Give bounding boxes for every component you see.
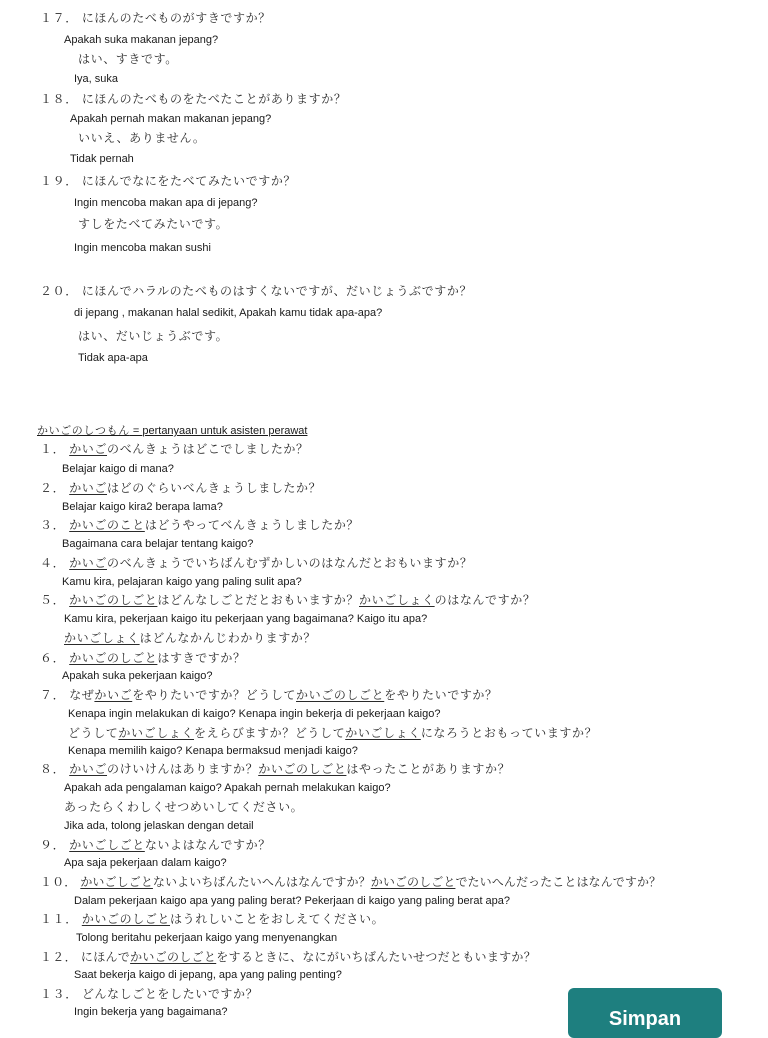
- kaigo-question-4-jp: [40, 556, 472, 570]
- question-text: にほんで: [80, 950, 131, 964]
- answer-18-jp: いいえ、ありません。: [78, 131, 206, 145]
- answer-20-id: Tidak apa-apa: [78, 352, 148, 364]
- question-number: １９．: [40, 174, 78, 188]
- question-number: １０．: [40, 875, 77, 889]
- underlined-term: かいごのしごと: [296, 688, 385, 702]
- question-number: １１．: [40, 912, 78, 926]
- question-text: はどんなかんじわかりますか？: [139, 631, 317, 645]
- underlined-term: かいごしごと: [80, 875, 153, 889]
- question-number: ８．: [40, 762, 66, 776]
- kaigo-question-8-sub-jp: あったらくわしくせつめいしてください。: [64, 800, 304, 814]
- question-19-id: Ingin mencoba makan apa di jepang?: [74, 197, 258, 209]
- question-text: はすきですか？: [157, 651, 246, 665]
- section-title: [37, 424, 307, 438]
- question-text: になろうとおもっていますか？: [420, 726, 598, 740]
- question-text: のべんきょうでいちばんむずかしいのはなんだとおもいますか？: [107, 556, 473, 570]
- kaigo-question-10-jp: [40, 875, 661, 889]
- question-20-id: di jepang , makanan halal sedikit, Apakah kamu tidak apa-apa?: [74, 307, 383, 319]
- underlined-term: かいごのしごと: [81, 912, 171, 926]
- question-number: ６．: [40, 651, 66, 665]
- kaigo-question-13-id: Ingin bekerja yang bagaimana?: [74, 1006, 228, 1018]
- kaigo-question-6-jp: [40, 651, 246, 665]
- kaigo-question-7-sub-jp: [68, 726, 597, 740]
- question-text: はやったことがありますか？: [346, 762, 511, 776]
- underlined-term: かいごのしごと: [69, 593, 158, 607]
- save-button-label: Simpan: [608, 1008, 682, 1030]
- question-text: ないよはなんですか？: [144, 838, 271, 852]
- underlined-term: かいごしょく: [118, 726, 195, 740]
- kaigo-question-9-id: Apa saja pekerjaan dalam kaigo?: [64, 857, 227, 869]
- kaigo-question-3-jp: [40, 518, 359, 532]
- underlined-term: かいごのしごと: [69, 651, 158, 665]
- kaigo-question-1-id: Belajar kaigo di mana?: [62, 463, 174, 475]
- question-text: はどんなしごとだとおもいますか？: [157, 593, 360, 607]
- question-number: １７．: [40, 11, 78, 25]
- question-text: のべんきょうはどこでしましたか？: [107, 442, 309, 456]
- kaigo-question-6-id: Apakah suka pekerjaan kaigo?: [62, 670, 213, 682]
- answer-19-id: Ingin mencoba makan sushi: [74, 242, 211, 254]
- question-19-jp: [40, 174, 296, 188]
- underlined-term: かいごしょく: [359, 593, 435, 607]
- question-text: をやりたいですか？どうして: [132, 688, 297, 702]
- question-text: をするときに、なにがいちばんたいせつだともいますか？: [216, 950, 537, 964]
- question-text: でたいへんだったことはなんですか？: [455, 875, 662, 889]
- question-text: のはなんですか？: [434, 593, 536, 607]
- underlined-term: かいご: [69, 481, 108, 495]
- question-number: ９．: [40, 838, 66, 852]
- question-20-jp: [40, 284, 472, 298]
- kaigo-question-8-jp: [40, 762, 510, 776]
- answer-19-jp: すしをたべてみたいです。: [78, 217, 229, 231]
- kaigo-question-11-id: Tolong beritahu pekerjaan kaigo yang menyenangkan: [76, 932, 338, 944]
- question-number: １８．: [40, 92, 78, 106]
- section-title-id: pertanyaan untuk asisten perawat: [142, 425, 308, 437]
- section-title-sep: =: [129, 425, 143, 437]
- kaigo-question-8-id: Apakah ada pengalaman kaigo? Apakah pernah melakukan kaigo?: [64, 782, 391, 794]
- kaigo-question-8-id-2: Jika ada, tolong jelaskan dengan detail: [64, 820, 254, 832]
- answer-17-id: Iya, suka: [74, 73, 119, 85]
- underlined-term: かいごのしごと: [130, 950, 217, 964]
- answer-18-id: Tidak pernah: [70, 153, 134, 165]
- kaigo-question-5-jp: [40, 593, 535, 607]
- underlined-term: かいごしょく: [345, 726, 421, 740]
- underlined-term: かいご: [69, 762, 108, 776]
- answer-20-jp: はい、だいじょうぶです。: [78, 329, 229, 343]
- save-button[interactable]: [568, 988, 722, 1038]
- question-number: ５．: [40, 593, 66, 607]
- question-text: どんなしごとをしたいですか？: [81, 987, 259, 1001]
- question-text: はどのぐらいべんきょうしましたか？: [107, 481, 322, 495]
- underlined-term: かいごしごと: [69, 838, 145, 852]
- question-text: はどうやってべんきょうしましたか？: [144, 518, 360, 532]
- question-text: ないよいちばんたいへんはなんですか？: [152, 875, 371, 889]
- kaigo-question-7-id: Kenapa ingin melakukan di kaigo? Kenapa ingin bekerja di pekerjaan kaigo?: [68, 708, 441, 720]
- underlined-term: かいご: [94, 688, 133, 702]
- kaigo-question-1-jp: [40, 442, 309, 456]
- kaigo-question-2-id: Belajar kaigo kira2 berapa lama?: [62, 501, 223, 513]
- underlined-term: かいご: [69, 556, 108, 570]
- question-number: １２．: [40, 950, 77, 964]
- kaigo-question-9-jp: [40, 838, 271, 852]
- question-number: ２．: [40, 481, 66, 495]
- question-number: １．: [40, 442, 66, 456]
- section-title-jp: かいごのしつもん: [37, 424, 130, 437]
- question-number: ２０．: [40, 284, 78, 298]
- question-text: のけいけんはありますか？: [107, 762, 259, 776]
- underlined-term: かいごのこと: [69, 518, 145, 532]
- kaigo-question-2-jp: [40, 481, 321, 495]
- question-18-jp: [40, 92, 346, 106]
- question-text: にほんでハラルのたべものはすくないですが、だいじょうぶですか？: [81, 284, 473, 298]
- question-number: ４．: [40, 556, 66, 570]
- question-number: ７．: [40, 688, 66, 702]
- kaigo-question-5-sub-jp: [64, 631, 316, 645]
- question-text: どうして: [68, 726, 119, 740]
- kaigo-question-12-id: Saat bekerja kaigo di jepang, apa yang paling penting?: [74, 969, 342, 981]
- question-text: にほんのたべものをたべたことがありますか？: [81, 92, 347, 106]
- question-text: なぜ: [69, 688, 95, 702]
- question-text: にほんのたべものがすきですか？: [81, 11, 271, 25]
- question-number: ３．: [40, 518, 66, 532]
- underlined-term: かいごしょく: [64, 631, 140, 645]
- kaigo-question-7-id-2: Kenapa memilih kaigo? Kenapa bermaksud menjadi kaigo?: [68, 745, 358, 757]
- answer-17-jp: はい、すきです。: [78, 52, 178, 66]
- underlined-term: かいご: [69, 442, 108, 456]
- kaigo-question-4-id: Kamu kira, pelajaran kaigo yang paling sulit apa?: [62, 576, 302, 588]
- underlined-term: かいごのしごと: [370, 875, 456, 889]
- underlined-term: かいごのしごと: [258, 762, 347, 776]
- question-text: はうれしいことをおしえてください。: [170, 912, 385, 926]
- question-number: １３．: [40, 987, 78, 1001]
- question-17-jp: [40, 11, 271, 25]
- question-18-id: Apakah pernah makan makanan jepang?: [70, 113, 272, 125]
- kaigo-question-7-jp: [40, 688, 498, 702]
- kaigo-question-10-id: Dalam pekerjaan kaigo apa yang paling berat? Pekerjaan di kaigo yang paling berat apa?: [74, 895, 511, 907]
- kaigo-question-13-jp: [40, 987, 258, 1001]
- question-text: をえらびますか？どうして: [194, 726, 346, 740]
- kaigo-question-12-jp: [40, 950, 536, 964]
- kaigo-question-5-id: Kamu kira, pekerjaan kaigo itu pekerjaan yang bagaimana? Kaigo itu apa?: [64, 613, 428, 625]
- kaigo-question-11-jp: [40, 912, 384, 926]
- question-text: をやりたいですか？: [384, 688, 498, 702]
- question-text: にほんでなにをたべてみたいですか？: [81, 174, 297, 188]
- question-17-id: Apakah suka makanan jepang?: [64, 34, 219, 46]
- kaigo-question-3-id: Bagaimana cara belajar tentang kaigo?: [62, 538, 254, 550]
